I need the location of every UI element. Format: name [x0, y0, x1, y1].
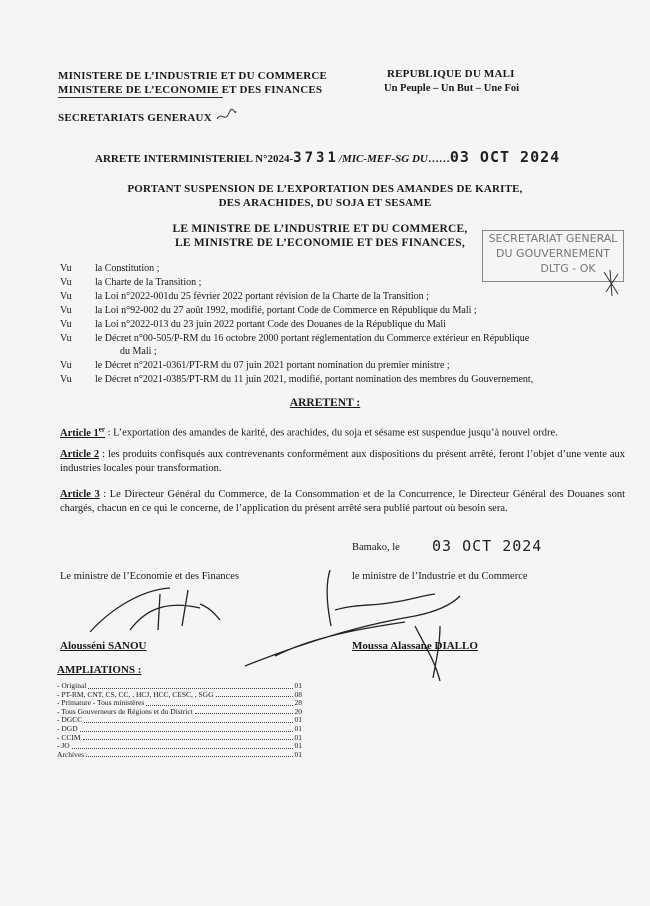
republic-motto: Un Peuple – Un But – Une Foi [384, 83, 520, 94]
ministry-economy: MINISTERE DE L’ECONOMIE ET DES FINANCES [58, 84, 323, 96]
arrete-prefix: ARRETE INTERMINISTERIEL N°2024- [95, 153, 294, 165]
republic-title: REPUBLIQUE DU MALI [387, 68, 515, 80]
stamp-line1: SECRETARIAT GENERAL [488, 232, 618, 245]
right-signatory-title: le ministre de l’Industrie et du Commerce [352, 571, 528, 582]
left-signatory-name: Alousséni SANOU [60, 640, 147, 652]
stamp-line2: DU GOUVERNEMENT [496, 247, 610, 260]
ampliation-item: - Original 01 [57, 681, 302, 690]
vu-list [60, 262, 640, 385]
secretariats-generaux: SECRETARIATS GENERAUX [58, 112, 212, 124]
stamp-line3: DLTG - OK [540, 262, 596, 275]
ampliation-item: - JO 01 [57, 741, 302, 751]
decree-title-line2: DES ARACHIDES, DU SOJA ET SESAME [218, 197, 432, 209]
vu-item: Vu la Constitution ; [60, 263, 160, 274]
signature-date: 03 OCT 2024 [432, 537, 543, 555]
left-handwritten-signature [70, 580, 230, 640]
arretent-heading: ARRETENT : [289, 397, 361, 409]
ministry-industry: MINISTERE DE L’INDUSTRIE ET DU COMMERCE [58, 70, 328, 82]
ampliations-list [57, 682, 307, 759]
left-signatory-title: Le ministre de l’Economie et des Finances [60, 571, 240, 582]
ampliation-item: - DGD 01 [57, 723, 302, 733]
article-2: Article 2 : les produits confisqués aux contrevenants conformément aux dispositions du présent arrêté, feront l’objet d’une vente aux industries locales pour transformation. [60, 449, 625, 474]
article-1: Article 1er : L’exportation des amandes de karité, des arachides, du soja et sésame est suspendue jusqu’à nouvel ordre. [60, 425, 558, 439]
decree-title-line1: PORTANT SUSPENSION DE L’EXPORTATION DES AMANDES DE KARITE, [127, 183, 523, 195]
ampliation-item: - DGCC 01 [57, 715, 302, 725]
right-handwritten-signature [235, 566, 495, 686]
ampliation-item: - Tous Gouverneurs de Régions et du District 20 [57, 706, 302, 716]
article-3: Article 3 : Le Directeur Général du Commerce, de la Consommation et de la Concurrence, le Directeur Général des Douanes sont chargés, chacun en ce qui le concerne, de l’application du présent arrêté sera publié partout où besoin sera. [60, 489, 625, 514]
ministers-line2: LE MINISTRE DE L’ECONOMIE ET DES FINANCES, [175, 237, 465, 249]
ampliation-item: - PT-RM, CNT, CS, CC, , HCJ, HCC, CESC, , SGG 08 [57, 689, 302, 699]
vu-item: Vu la Loi n°2022-001du 25 février 2022 portant révision de la Charte de la Transition ; [60, 291, 429, 302]
right-signatory-name: Moussa Alassane DIALLO [352, 640, 478, 652]
arrete-number: 3731 [293, 150, 339, 166]
ministers-line1: LE MINISTRE DE L’INDUSTRIE ET DU COMMERCE, [172, 223, 468, 235]
arrete-suffix: /MIC-MEF-SG DU [338, 153, 428, 165]
arrete-date: 03 OCT 2024 [449, 148, 561, 166]
vu-item: Vu la Loi n°2022-013 du 23 juin 2022 portant Code des Douanes de la République du Mali [60, 319, 446, 330]
ampliations-title: AMPLIATIONS : [57, 664, 142, 676]
paraph-mark [215, 107, 237, 125]
place-label: Bamako, le [352, 542, 400, 553]
ampliation-item: - Primature - Tous ministères 28 [57, 698, 302, 708]
ampliation-item: Archives 01 [57, 749, 302, 759]
vu-continuation: du Mali ; [120, 346, 157, 357]
header-rule [58, 97, 223, 98]
vu-item: Vu le Décret n°2021-0385/PT-RM du 11 juin 2021, modifié, portant nomination des membres du Gouvernement, [60, 374, 534, 385]
ampliation-item: - CCIM 01 [57, 732, 302, 742]
vu-item: Vu la Charte de la Transition ; [60, 277, 202, 288]
vu-item: Vu la Loi n°92-002 du 27 août 1992, modifié, portant Code de Commerce en République du Mali ; [60, 305, 477, 316]
arrete-number-line: ARRETE INTERMINISTERIEL N°2024-3731/MIC-MEF-SG DU……03 OCT 2024 [95, 148, 561, 166]
vu-item: Vu le Décret n°2021-0361/PT-RM du 07 juin 2021 portant nomination du premier ministre ; [60, 360, 450, 371]
vu-item: Vu le Décret n°00-505/P-RM du 16 octobre 2000 portant réglementation du Commerce extérieur en République [60, 333, 530, 344]
